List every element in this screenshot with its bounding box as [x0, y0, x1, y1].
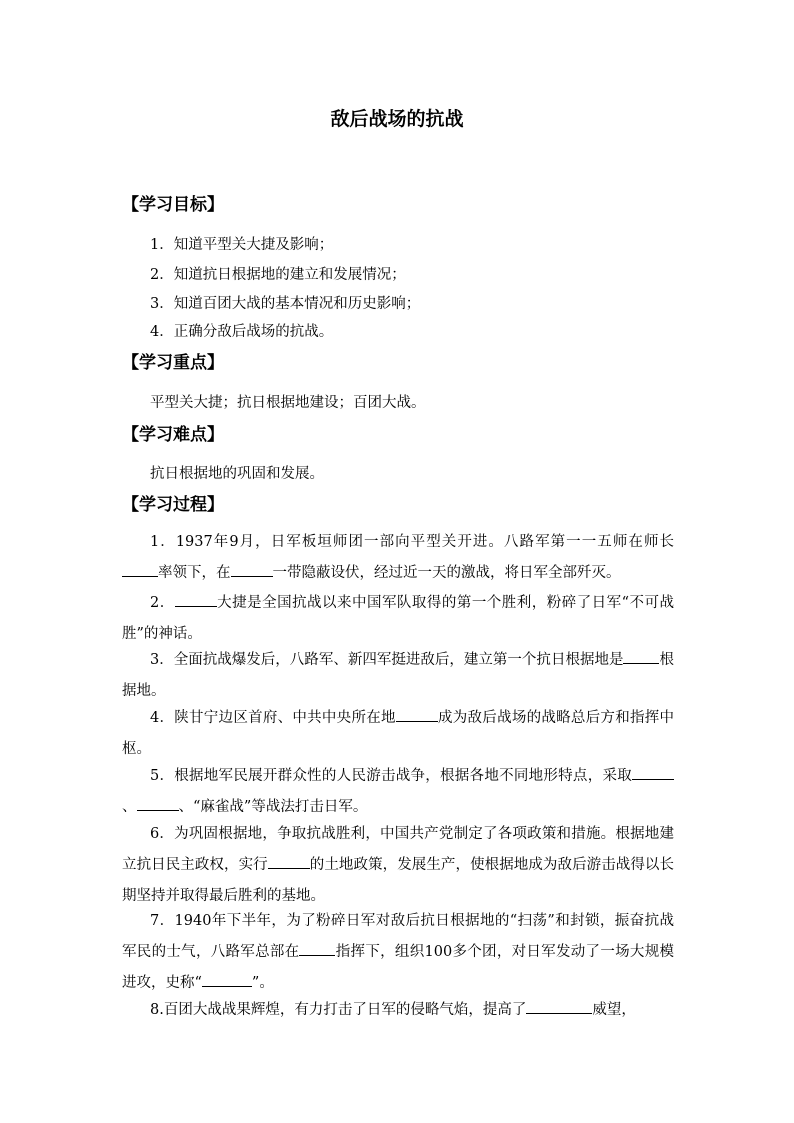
- blank-2[interactable]: [175, 592, 217, 607]
- heading-difficult-points: 【学习难点】: [122, 425, 224, 445]
- difficult-points-text: 抗日根据地的巩固和发展。: [150, 466, 324, 482]
- goal-item-3: 3．知道百团大战的基本情况和历史影响；: [150, 296, 421, 312]
- blank-5a[interactable]: [632, 765, 674, 780]
- question-8: 8.百团大战战果辉煌，有力打击了日军的侵略气焰，提高了 威望，: [122, 995, 674, 1026]
- blank-1b[interactable]: [231, 562, 273, 577]
- blank-7a[interactable]: [299, 941, 335, 956]
- question-5: 5．根据地军民展开群众性的人民游击战争，根据各地不同地形特点，采取、 、“麻雀战”等战法打击日军。: [122, 761, 674, 823]
- heading-goals: 【学习目标】: [122, 195, 224, 215]
- heading-process: 【学习过程】: [122, 495, 224, 515]
- goal-item-1: 1．知道平型关大捷及影响；: [150, 237, 334, 253]
- blank-7b[interactable]: [202, 972, 252, 987]
- question-1: 1．1937年9月，日军板垣师团一部向平型关开进。八路军第一一五师在师长率领下，在 一带隐蔽设伏，经过近一天的激战，将日军全部歼灭。: [122, 527, 674, 589]
- question-7: 7．1940年下半年，为了粉碎日军对敌后抗日根据地的“扫荡”和封锁，振奋抗战军民的士气，八路军总部在 指挥下，组织100多个团，对日军发动了一场大规模进攻，史称“ ”。: [122, 913, 674, 991]
- blank-8[interactable]: [526, 999, 592, 1014]
- heading-key-points: 【学习重点】: [122, 353, 224, 373]
- blank-6[interactable]: [268, 854, 310, 869]
- goal-item-4: 4．正确分敌后战场的抗战。: [150, 324, 334, 340]
- question-6: 6．为巩固根据地，争取抗战胜利，中国共产党制定了各项政策和措施。根据地建立抗日民主政权，实行 的土地政策，发展生产，使根据地成为敌后游击战得以长期坚持并取得最后胜利的基地。: [122, 826, 675, 904]
- blank-4[interactable]: [396, 707, 438, 722]
- blank-3[interactable]: [623, 649, 659, 664]
- blank-1a[interactable]: [122, 562, 158, 577]
- question-3: 3．全面抗战爆发后，八路军、新四军挺进敌后，建立第一个抗日根据地是 根据地。: [122, 645, 674, 707]
- question-2: 2． 大捷是全国抗战以来中国军队取得的第一个胜利，粉碎了日军“不可战胜”的神话。: [122, 588, 674, 650]
- document-title: 敌后战场的抗战: [330, 108, 464, 130]
- question-4: 4．陕甘宁边区首府、中共中央所在地 成为敌后战场的战略总后方和指挥中枢。: [122, 703, 674, 765]
- key-points-text: 平型关大捷；抗日根据地建设；百团大战。: [150, 395, 426, 411]
- goal-item-2: 2．知道抗日根据地的建立和发展情况；: [150, 267, 406, 283]
- blank-5b[interactable]: [137, 796, 179, 811]
